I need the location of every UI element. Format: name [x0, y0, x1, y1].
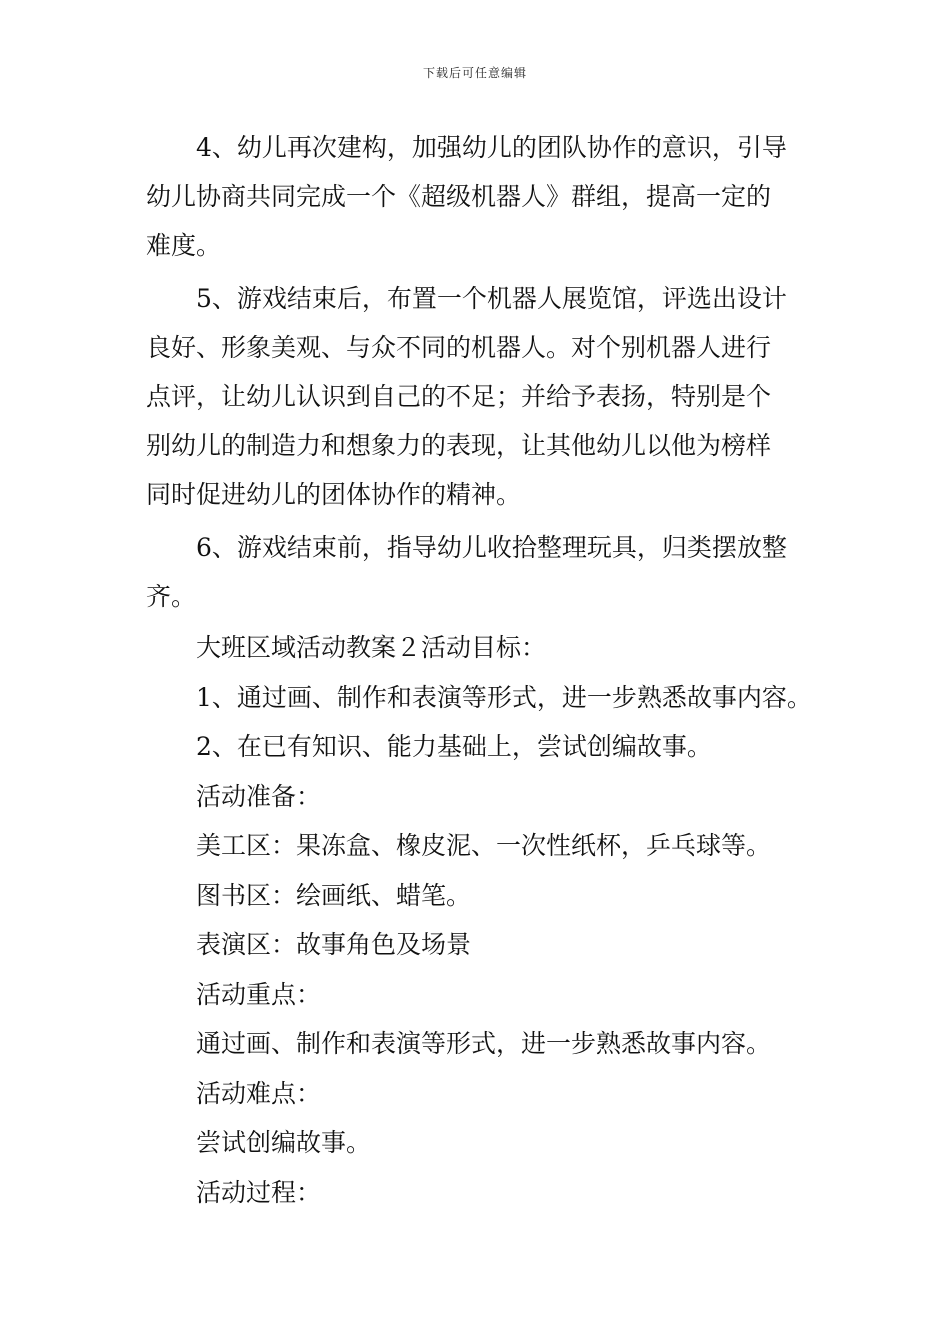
paragraph-line: 活动难点： [196, 1079, 322, 1108]
paragraph-line: 尝试创编故事。 [196, 1128, 372, 1157]
paragraph-line: 2、在已有知识、能力基础上，尝试创编故事。 [196, 732, 712, 761]
paragraph-line: 活动重点： [196, 980, 322, 1009]
paragraph-line: 活动准备： [196, 782, 322, 811]
paragraph-line: 点评，让幼儿认识到自己的不足；并给予表扬，特别是个 [146, 382, 772, 411]
paragraph-line: 5、游戏结束后，布置一个机器人展览馆，评选出设计 [196, 284, 787, 313]
paragraph-line: 大班区域活动教案２活动目标： [196, 633, 547, 662]
paragraph-line: 活动过程： [196, 1178, 322, 1207]
paragraph-line: 美工区：果冻盒、橡皮泥、一次性纸杯，乒乓球等。 [196, 831, 772, 860]
paragraph-line: 别幼儿的制造力和想象力的表现，让其他幼儿以他为榜样 [146, 431, 772, 460]
paragraph-line: 表演区：故事角色及场景 [196, 930, 472, 959]
paragraph-line: 6、游戏结束前，指导幼儿收拾整理玩具，归类摆放整 [196, 533, 787, 562]
paragraph-line: 幼儿协商共同完成一个《超级机器人》群组，提高一定的 [146, 182, 772, 211]
paragraph-line: 1、通过画、制作和表演等形式，进一步熟悉故事内容。 [196, 683, 812, 712]
paragraph-line: 齐。 [146, 582, 197, 611]
paragraph-line: 通过画、制作和表演等形式，进一步熟悉故事内容。 [196, 1029, 772, 1058]
paragraph-line: 同时促进幼儿的团体协作的精神。 [146, 480, 522, 509]
page-header: 下载后可任意编辑 [422, 66, 527, 80]
paragraph-line: 良好、形象美观、与众不同的机器人。对个别机器人进行 [146, 333, 772, 362]
paragraph-line: 图书区：绘画纸、蜡笔。 [196, 881, 472, 910]
paragraph-line: 4、幼儿再次建构，加强幼儿的团队协作的意识，引导 [196, 133, 787, 162]
paragraph-line: 难度。 [146, 231, 222, 260]
